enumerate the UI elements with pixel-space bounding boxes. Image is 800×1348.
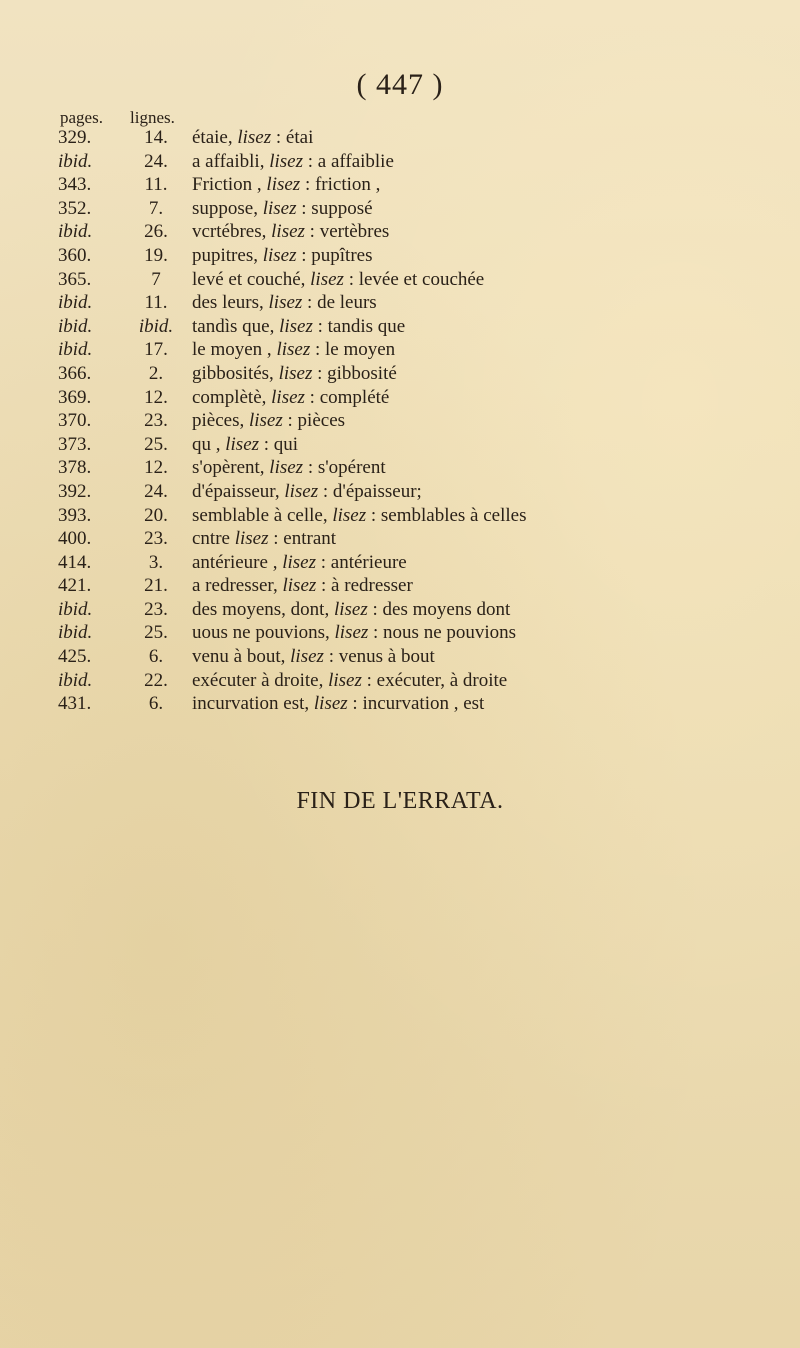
errata-entry (0, 645, 800, 669)
errata-entry (0, 315, 800, 339)
erroneous-text: gibbosités, (192, 362, 274, 384)
lisez-label: lisez (282, 551, 316, 573)
page-ref: 378. (58, 457, 92, 479)
corrected-text: : a affaiblie (307, 150, 394, 172)
lisez-label: lisez (310, 268, 344, 290)
page-ref: 392. (58, 480, 92, 502)
correction-text (192, 504, 800, 528)
errata-entry (0, 692, 800, 716)
errata-entry (0, 197, 800, 221)
correction-text (192, 645, 800, 669)
end-of-errata: FIN DE L'ERRATA. (296, 788, 504, 814)
lisez-label: lisez (328, 669, 362, 691)
page-ref: ibid. (58, 315, 93, 337)
correction-text (192, 268, 800, 292)
corrected-text: : le moyen (314, 339, 396, 361)
errata-entry (0, 669, 800, 693)
correction-text (192, 433, 800, 457)
erroneous-text: étaie, (192, 127, 233, 148)
page-ref: 373. (58, 433, 92, 455)
page-ref: ibid. (58, 622, 93, 644)
lisez-label: lisez (266, 174, 301, 196)
line-ref: 11. (144, 174, 168, 196)
lisez-label: lisez (225, 433, 260, 455)
page-ref: 431. (58, 693, 92, 715)
lisez-label: lisez (333, 598, 368, 620)
errata-entry (0, 480, 800, 504)
corrected-text: : venus à bout (328, 646, 435, 668)
line-ref: 2. (148, 362, 164, 384)
line-ref: 23. (144, 528, 168, 550)
erroneous-text: tandìs que, (192, 315, 275, 337)
line-ref: 14. (144, 127, 168, 148)
lisez-label: lisez (279, 315, 313, 337)
lisez-label: lisez (271, 386, 305, 408)
page-ref: 370. (58, 410, 92, 432)
corrected-text: : pupîtres (301, 244, 373, 266)
corrected-text: : gibbosité (317, 362, 397, 384)
erroneous-text: des leurs, (192, 292, 264, 314)
erroneous-text: le moyen , (192, 339, 272, 361)
corrected-text: : supposé (301, 197, 373, 219)
line-ref: 7 (151, 268, 161, 290)
erroneous-text: pupitres, (192, 244, 258, 266)
corrected-text: : des moyens dont (372, 598, 511, 620)
errata-entry (0, 220, 800, 244)
line-ref: 26. (144, 221, 168, 243)
lisez-label: lisez (332, 504, 367, 526)
correction-text (192, 315, 800, 339)
corrected-text: : d'épaisseur; (322, 480, 422, 502)
erroneous-text: s'opèrent, (192, 457, 265, 479)
page-ref: 360. (58, 244, 92, 266)
correction-text (192, 173, 800, 197)
correction-text (192, 669, 800, 693)
corrected-text: : complété (309, 386, 390, 408)
page-ref: 425. (58, 646, 92, 668)
corrected-text: : à redresser (321, 575, 413, 597)
line-ref: 6. (148, 646, 164, 668)
corrected-text: : nous ne pouvions (373, 622, 517, 644)
corrected-text: : étai (275, 127, 314, 148)
page-ref: 343. (58, 174, 92, 196)
corrected-text: : qui (263, 433, 299, 455)
errata-entry (0, 338, 800, 362)
corrected-text: : levée et couchée (348, 268, 485, 290)
line-ref: 23. (144, 598, 168, 620)
correction-text (192, 692, 800, 716)
errata-list (0, 126, 800, 716)
erroneous-text: qu , (192, 433, 221, 455)
lisez-label: lisez (269, 457, 304, 479)
page-ref: 329. (58, 127, 92, 148)
lisez-label: lisez (269, 150, 303, 172)
page-ref: 393. (58, 504, 92, 526)
page-ref: 421. (58, 575, 92, 597)
line-ref: 6. (148, 693, 164, 715)
correction-text (192, 150, 800, 174)
corrected-text: : friction , (304, 174, 381, 196)
header-pages: pages. (60, 108, 103, 127)
lisez-label: lisez (334, 622, 369, 644)
correction-text (192, 527, 800, 551)
correction-text (192, 126, 800, 150)
lisez-label: lisez (237, 127, 272, 148)
errata-entry (0, 362, 800, 386)
line-ref: 3. (148, 551, 164, 573)
erroneous-text: cntre (192, 528, 230, 550)
errata-entry (0, 504, 800, 528)
column-headers (0, 108, 800, 128)
erroneous-text: vcrtébres, (192, 221, 267, 243)
errata-entry (0, 621, 800, 645)
line-ref: 11. (144, 292, 168, 314)
line-ref: 17. (144, 339, 168, 361)
corrected-text: : entrant (273, 528, 337, 550)
correction-text (192, 362, 800, 386)
line-ref: 24. (144, 150, 168, 172)
errata-entry (0, 173, 800, 197)
corrected-text: : semblables à celles (370, 504, 527, 526)
errata-entry (0, 433, 800, 457)
page-ref: 414. (58, 551, 92, 573)
lisez-label: lisez (313, 693, 348, 715)
line-ref: 22. (144, 669, 168, 691)
erroneous-text: uous ne pouvions, (192, 622, 330, 644)
erroneous-text: levé et couché, (192, 268, 306, 290)
lisez-label: lisez (262, 244, 297, 266)
page-ref: ibid. (58, 669, 93, 691)
line-ref: 25. (144, 622, 168, 644)
lisez-label: lisez (234, 528, 269, 550)
correction-text (192, 598, 800, 622)
corrected-text: : s'opérent (307, 457, 386, 479)
correction-text (192, 621, 800, 645)
erroneous-text: incurvation est, (192, 693, 310, 715)
lisez-label: lisez (271, 221, 305, 243)
errata-entry (0, 244, 800, 268)
page-ref: 400. (58, 528, 92, 550)
page-ref: ibid. (58, 292, 93, 314)
correction-text (192, 574, 800, 598)
line-ref: 23. (144, 410, 168, 432)
lisez-label: lisez (284, 480, 319, 502)
errata-entry (0, 126, 800, 150)
page-ref: 352. (58, 197, 92, 219)
correction-text (192, 197, 800, 221)
header-lignes: lignes. (130, 108, 175, 127)
page-ref: 369. (58, 386, 92, 408)
erroneous-text: d'épaisseur, (192, 480, 280, 502)
correction-text (192, 244, 800, 268)
erroneous-text: exécuter à droite, (192, 669, 324, 691)
line-ref: 12. (144, 457, 168, 479)
erroneous-text: complètè, (192, 386, 267, 408)
erroneous-text: antérieure , (192, 551, 278, 573)
errata-entry (0, 150, 800, 174)
page-ref: ibid. (58, 598, 93, 620)
erroneous-text: suppose, (192, 197, 258, 219)
line-ref: 12. (144, 386, 168, 408)
correction-text (192, 291, 800, 315)
errata-entry (0, 527, 800, 551)
erroneous-text: a redresser, (192, 575, 278, 597)
errata-entry (0, 291, 800, 315)
correction-text (192, 409, 800, 433)
corrected-text: : vertèbres (309, 221, 390, 243)
errata-entry (0, 409, 800, 433)
correction-text (192, 220, 800, 244)
correction-text (192, 456, 800, 480)
lisez-label: lisez (282, 575, 317, 597)
erroneous-text: Friction , (192, 174, 262, 196)
errata-entry (0, 456, 800, 480)
erroneous-text: venu à bout, (192, 646, 286, 668)
lisez-label: lisez (276, 339, 311, 361)
line-ref: 20. (144, 504, 168, 526)
corrected-text: : incurvation , est (352, 693, 485, 715)
correction-text (192, 480, 800, 504)
corrected-text: : tandis que (317, 315, 406, 337)
erroneous-text: des moyens, dont, (192, 598, 330, 620)
corrected-text: : pièces (287, 410, 346, 432)
page-ref: 366. (58, 362, 92, 384)
page-ref: 365. (58, 268, 92, 290)
lisez-label: lisez (262, 197, 297, 219)
correction-text (192, 338, 800, 362)
page-ref: ibid. (58, 339, 93, 361)
errata-entry (0, 598, 800, 622)
lisez-label: lisez (278, 362, 313, 384)
errata-entry (0, 268, 800, 292)
lisez-label: lisez (290, 646, 324, 668)
errata-entry (0, 574, 800, 598)
line-ref: 19. (144, 244, 168, 266)
line-ref: 24. (144, 480, 168, 502)
page-ref: ibid. (58, 221, 93, 243)
lisez-label: lisez (268, 292, 303, 314)
line-ref: ibid. (138, 315, 174, 337)
page-ref: ibid. (58, 150, 93, 172)
errata-entry (0, 551, 800, 575)
correction-text (192, 551, 800, 575)
page-number: ( 447 ) (356, 68, 444, 101)
line-ref: 7. (148, 197, 164, 219)
erroneous-text: a affaibli, (192, 150, 265, 172)
line-ref: 25. (144, 433, 168, 455)
line-ref: 21. (144, 575, 168, 597)
corrected-text: : exécuter, à droite (366, 669, 508, 691)
erroneous-text: pièces, (192, 410, 245, 432)
errata-entry (0, 386, 800, 410)
correction-text (192, 386, 800, 410)
lisez-label: lisez (248, 410, 283, 432)
erroneous-text: semblable à celle, (192, 504, 328, 526)
corrected-text: : de leurs (307, 292, 377, 314)
corrected-text: : antérieure (320, 551, 407, 573)
